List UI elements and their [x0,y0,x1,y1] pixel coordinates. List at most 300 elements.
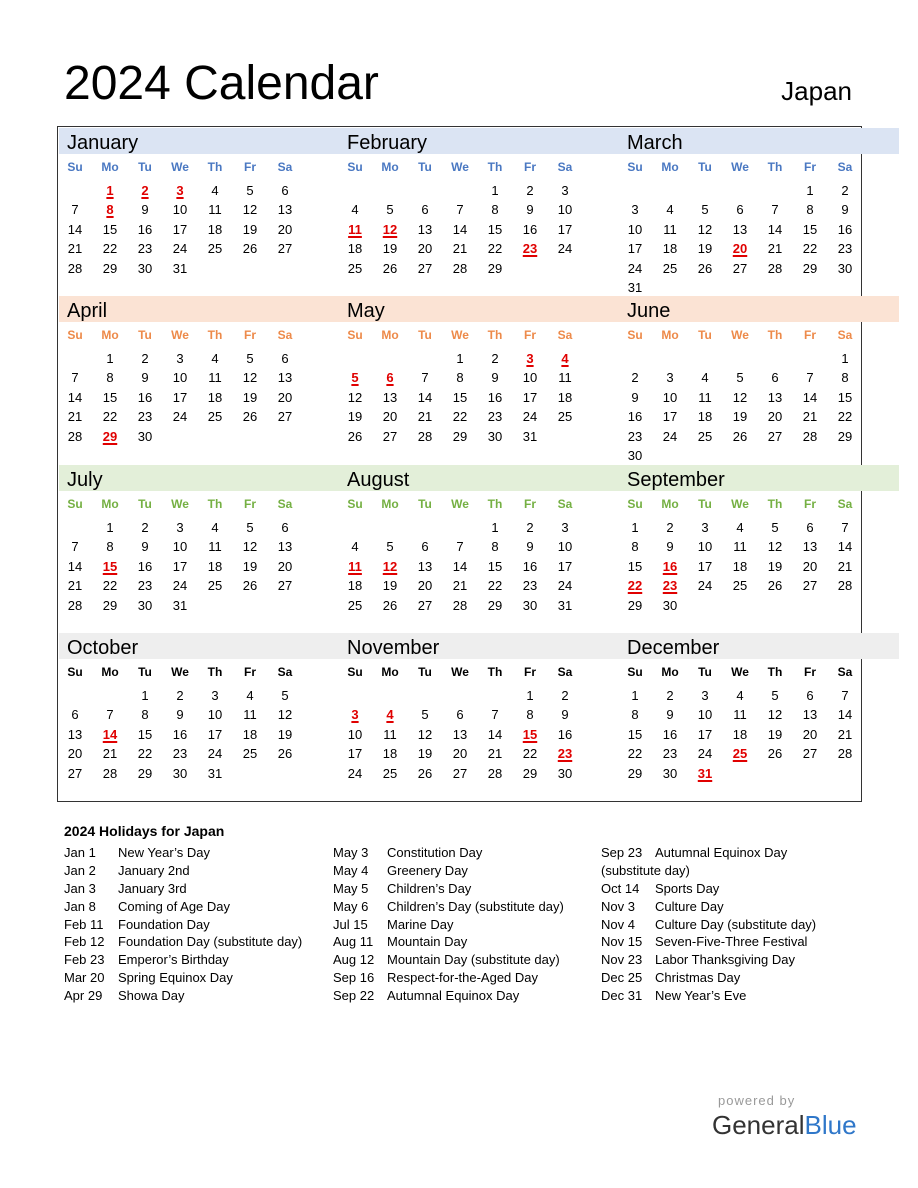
month-header [339,465,619,491]
calendar-day: 2 [141,351,149,366]
holiday-name: Culture Day [655,898,724,914]
calendar-day: 27 [452,765,468,781]
calendar-day: 27 [417,260,433,276]
calendar-day: 21 [452,241,468,257]
weekday-label: Su [67,665,83,679]
month-header [59,633,339,659]
calendar-day: 2 [631,370,639,386]
calendar-day: 21 [67,241,83,257]
calendar-day: 10 [207,707,223,723]
calendar-day: 24 [662,428,678,444]
calendar-day: 5 [281,688,289,703]
calendar-day: 17 [697,726,713,742]
calendar-day: 19 [732,409,748,425]
weekday-label: Su [347,160,363,174]
calendar-day: 1 [806,183,814,198]
calendar-day: 2 [841,183,849,198]
brand-blue: Blue [804,1110,857,1140]
page-title: 2024 Calendar [64,57,379,110]
holiday-name: Constitution Day [387,845,483,860]
calendar-day: 11 [383,726,397,742]
calendar-day: 7 [456,202,464,218]
calendar-day: 22 [487,241,503,257]
calendar-day: 26 [732,428,748,444]
weekday-label: Fr [524,328,536,342]
calendar-day: 12 [347,389,363,405]
holiday-name: Emperor’s Birthday [118,952,229,968]
calendar-day: 18 [347,241,363,257]
month-december [619,633,899,799]
calendar-day: 14 [487,726,503,742]
holiday-date: 11 [348,221,362,237]
calendar-day: 27 [732,260,748,276]
weekday-label: Tu [418,665,432,679]
holiday-date: 1 [106,183,114,198]
calendar-day: 9 [141,370,149,386]
calendar-day: 13 [277,202,293,218]
calendar-day: 10 [557,202,573,218]
calendar-day: 28 [67,428,83,444]
calendar-day: 9 [526,539,534,555]
weekday-label: Mo [381,497,399,511]
calendar-day: 27 [417,597,433,613]
weekday-label: Mo [381,328,399,342]
month-september [619,465,899,631]
calendar-day: 15 [837,389,853,405]
calendar-day: 14 [767,221,783,237]
calendar-day: 30 [662,765,678,781]
calendar-day: 15 [102,389,118,405]
month-july [59,465,339,631]
calendar-day: 17 [697,558,713,574]
weekday-label: We [171,328,189,342]
calendar-day: 12 [767,539,783,555]
calendar-day: 8 [806,202,814,218]
calendar-day: 10 [697,539,713,555]
holiday-date: 22 [627,578,643,594]
calendar-day: 2 [526,520,534,535]
weekday-label: Fr [524,160,536,174]
holiday-date-label: Nov 3 [601,898,635,914]
holiday-date-label: Mar 20 [64,970,105,986]
calendar-day: 6 [806,688,814,703]
month-header [59,465,339,491]
calendar-day: 10 [697,707,713,723]
calendar-day: 16 [487,389,503,405]
holiday-date-label: Sep 16 [333,970,375,986]
weekday-label: Tu [138,160,152,174]
calendar-day: 21 [767,241,783,257]
calendar-day: 19 [242,558,258,574]
calendar-day: 2 [666,520,674,535]
calendar-day: 17 [557,558,573,574]
calendar-day: 19 [767,558,783,574]
calendar-day: 3 [176,351,184,366]
calendar-day: 27 [277,578,293,594]
month-header [619,128,899,154]
calendar-day: 3 [561,520,569,535]
holiday-name: January 3rd [118,880,187,896]
holiday-date-label: Sep 23 [601,845,643,860]
weekday-label: Th [487,328,503,342]
calendar-day: 9 [666,539,674,555]
holiday-date-label: May 3 [333,845,369,860]
weekday-label: We [731,665,749,679]
calendar-day: 19 [382,578,398,594]
holiday-date: 2 [141,183,149,198]
calendar-day: 24 [172,409,188,425]
holiday-date-label: Apr 29 [64,988,103,1004]
calendar-day: 10 [172,539,188,555]
month-name: January [67,132,139,154]
calendar-day: 14 [452,558,468,574]
weekday-label: We [171,160,189,174]
calendar-day: 7 [771,202,779,218]
calendar-day: 23 [137,409,153,425]
calendar-day: 6 [281,183,289,198]
calendar-day: 31 [627,280,643,295]
calendar-day: 12 [697,221,713,237]
calendar-day: 11 [663,221,677,237]
calendar-day: 8 [491,539,499,555]
calendar-day: 26 [242,578,258,594]
holiday-name: Spring Equinox Day [118,970,233,986]
calendar-day: 15 [137,726,153,742]
calendar-day: 29 [137,765,153,781]
calendar-day: 5 [421,707,429,723]
calendar-day: 18 [382,746,398,762]
calendar-day: 30 [137,260,153,276]
month-name: June [627,300,671,322]
holiday-date: 3 [176,183,184,198]
holiday-date-label: Jan 3 [64,880,96,896]
calendar-day: 11 [208,202,222,218]
calendar-day: 4 [736,520,744,535]
holiday-date-label: Nov 23 [601,952,643,968]
calendar-day: 27 [67,765,83,781]
calendar-day: 29 [102,260,118,276]
weekday-label: Su [627,160,643,174]
calendar-day: 11 [208,539,222,555]
calendar-day: 24 [557,241,573,257]
calendar-day: 26 [697,260,713,276]
calendar-day: 25 [382,765,398,781]
calendar-day: 26 [767,578,783,594]
calendar-day: 30 [487,428,503,444]
calendar-day: 22 [102,409,118,425]
month-header [59,296,339,322]
calendar-day: 24 [172,241,188,257]
month-october [59,633,339,799]
holiday-date-label: Aug 11 [333,934,374,950]
calendar-day: 13 [277,370,293,386]
calendar-day: 10 [522,370,538,386]
month-header [619,465,899,491]
weekday-label: Su [67,328,83,342]
calendar-day: 22 [487,578,503,594]
holiday-name: Children’s Day [387,880,472,896]
calendar-day: 4 [736,688,744,703]
calendar-day: 31 [207,765,223,781]
calendar-day: 6 [281,520,289,535]
month-name: October [67,637,139,659]
calendar-day: 15 [627,726,643,742]
calendar-day: 12 [242,370,258,386]
weekday-label: Th [767,328,783,342]
calendar-day: 1 [491,183,499,198]
holiday-name: Foundation Day [118,916,210,932]
weekday-label: Fr [804,328,816,342]
holiday-name: Sports Day [655,880,720,896]
calendar-day: 15 [102,221,118,237]
weekday-label: Fr [804,665,816,679]
calendar-day: 23 [137,241,153,257]
weekday-label: Su [627,328,643,342]
calendar-day: 29 [837,428,853,444]
weekday-label: Mo [101,328,119,342]
month-header [339,633,619,659]
calendar-day: 24 [172,578,188,594]
calendar-day: 26 [277,746,293,762]
calendar-day: 25 [207,578,223,594]
holiday-date: 11 [348,558,362,574]
calendar-day: 11 [208,370,222,386]
weekday-label: Sa [277,497,293,511]
month-name: August [347,469,410,491]
calendar-day: 16 [522,221,538,237]
calendar-day: 20 [767,409,783,425]
calendar-day: 22 [102,578,118,594]
calendar-day: 25 [732,578,748,594]
calendar-day: 7 [71,539,79,555]
calendar-day: 10 [347,726,363,742]
weekday-label: Th [767,665,783,679]
calendar-day: 18 [732,558,748,574]
brand-general: General [712,1110,805,1140]
calendar-day: 2 [526,183,534,198]
calendar-day: 16 [662,726,678,742]
calendar-day: 12 [277,707,293,723]
calendar-day: 7 [71,370,79,386]
calendar-day: 21 [452,578,468,594]
holiday-name: Labor Thanksgiving Day [655,952,795,968]
month-name: September [627,469,725,491]
holiday-date-label: Jan 8 [64,898,96,914]
weekday-label: Th [487,160,503,174]
calendar-day: 16 [627,409,643,425]
calendar-day: 7 [841,520,849,535]
month-name: December [627,637,720,659]
calendar-day: 29 [487,597,503,613]
calendar-day: 4 [351,202,359,218]
calendar-day: 27 [277,241,293,257]
calendar-day: 26 [767,746,783,762]
weekday-label: Fr [804,160,816,174]
weekday-label: Su [347,328,363,342]
calendar-day: 13 [732,221,748,237]
calendar-day: 24 [697,746,713,762]
calendar-day: 8 [106,370,114,386]
calendar-day: 21 [837,726,853,742]
calendar-day: 19 [697,241,713,257]
calendar-day: 8 [631,539,639,555]
calendar-day: 22 [802,241,818,257]
weekday-label: Th [487,497,503,511]
calendar-day: 3 [561,183,569,198]
calendar-day: 26 [347,428,363,444]
holiday-name: Children’s Day (substitute day) [387,898,564,914]
month-header [619,633,899,659]
calendar-day: 6 [421,539,429,555]
calendar-day: 1 [456,351,464,366]
calendar-day: 5 [246,520,254,535]
calendar-day: 13 [802,707,818,723]
calendar-day: 13 [452,726,468,742]
calendar-day: 25 [557,409,573,425]
holiday-date: 4 [561,351,569,366]
calendar-day: 31 [557,597,573,613]
calendar-day: 14 [837,539,853,555]
calendar-day: 1 [491,520,499,535]
calendar-day: 12 [417,726,433,742]
calendar-day: 26 [382,597,398,613]
calendar-day: 19 [417,746,433,762]
holiday-name: Mountain Day [387,934,468,950]
calendar-day: 12 [242,202,258,218]
calendar-day: 2 [141,520,149,535]
calendar-day: 4 [666,202,674,218]
weekday-label: Mo [101,497,119,511]
holiday-name: Showa Day [118,988,185,1004]
month-header [59,128,339,154]
calendar-day: 19 [767,726,783,742]
calendar-grid [57,126,862,802]
weekday-label: Sa [557,160,573,174]
weekday-label: Th [207,497,223,511]
calendar-day: 7 [491,707,499,723]
holiday-date: 20 [732,241,748,257]
calendar-day: 13 [382,389,398,405]
calendar-day: 10 [627,221,643,237]
calendar-day: 4 [246,688,254,703]
calendar-day: 2 [491,351,499,366]
month-june [619,296,899,462]
month-name: May [347,300,385,322]
calendar-day: 20 [277,389,293,405]
calendar-day: 24 [697,578,713,594]
calendar-day: 22 [102,241,118,257]
weekday-label: Fr [244,328,256,342]
calendar-day: 6 [736,202,744,218]
holiday-date: 23 [662,578,678,594]
calendar-day: 18 [347,578,363,594]
calendar-day: 23 [837,241,853,257]
calendar-day: 9 [176,707,184,723]
calendar-day: 29 [802,260,818,276]
weekday-label: Th [767,160,783,174]
calendar-day: 7 [456,539,464,555]
weekday-label: We [171,497,189,511]
weekday-label: We [731,160,749,174]
calendar-day: 23 [522,578,538,594]
calendar-day: 20 [417,578,433,594]
weekday-label: Sa [277,160,293,174]
calendar-day: 23 [172,746,188,762]
holiday-name: Mountain Day (substitute day) [387,952,560,968]
weekday-label: Tu [418,497,432,511]
weekday-label: We [451,328,469,342]
weekday-label: Tu [698,160,712,174]
calendar-day: 3 [176,520,184,535]
holiday-date-label: Feb 23 [64,952,105,968]
weekday-label: We [731,328,749,342]
weekday-label: Su [67,160,83,174]
weekday-label: Mo [661,160,679,174]
holiday-date-label: Nov 15 [601,934,643,950]
calendar-day: 14 [67,558,83,574]
holiday-name: Coming of Age Day [118,898,231,914]
calendar-day: 1 [526,688,534,703]
calendar-day: 13 [417,558,433,574]
holiday-name: Christmas Day [655,970,741,986]
weekday-label: Sa [277,328,293,342]
calendar-day: 6 [281,351,289,366]
weekday-label: Sa [837,497,853,511]
calendar-day: 14 [417,389,433,405]
holiday-date-label: Dec 25 [601,970,643,986]
holiday-date-label: May 4 [333,862,369,878]
calendar-day: 22 [522,746,538,762]
calendar-day: 20 [802,726,818,742]
weekday-label: Tu [138,328,152,342]
calendar-day: 31 [172,260,188,276]
month-name: February [347,132,428,154]
holiday-date: 31 [697,765,713,781]
calendar-day: 3 [666,370,674,386]
calendar-day: 25 [207,241,223,257]
calendar-day: 22 [137,746,153,762]
holiday-date-label: Jan 2 [64,862,96,878]
calendar-day: 29 [627,597,643,613]
calendar-day: 10 [557,539,573,555]
calendar-day: 21 [67,578,83,594]
calendar-day: 24 [207,746,223,762]
month-may [339,296,619,462]
weekday-label: Sa [277,665,293,679]
calendar-day: 2 [176,688,184,703]
weekday-label: Su [347,497,363,511]
holiday-name: Seven-Five-Three Festival [655,934,808,950]
calendar-day: 15 [487,558,503,574]
generalblue-logo[interactable] [712,1110,857,1140]
holiday-date: 23 [522,241,538,257]
calendar-day: 27 [767,428,783,444]
holiday-date: 8 [106,202,114,218]
weekday-label: Fr [524,497,536,511]
calendar-day: 15 [627,558,643,574]
weekday-label: Su [627,497,643,511]
weekday-label: We [451,160,469,174]
month-header [339,296,619,322]
calendar-day: 26 [242,409,258,425]
calendar-day: 28 [487,765,503,781]
calendar-day: 1 [141,688,149,703]
calendar-day: 21 [487,746,503,762]
weekday-label: Sa [837,328,853,342]
calendar-day: 3 [701,688,709,703]
calendar-day: 29 [102,597,118,613]
weekday-label: We [731,497,749,511]
